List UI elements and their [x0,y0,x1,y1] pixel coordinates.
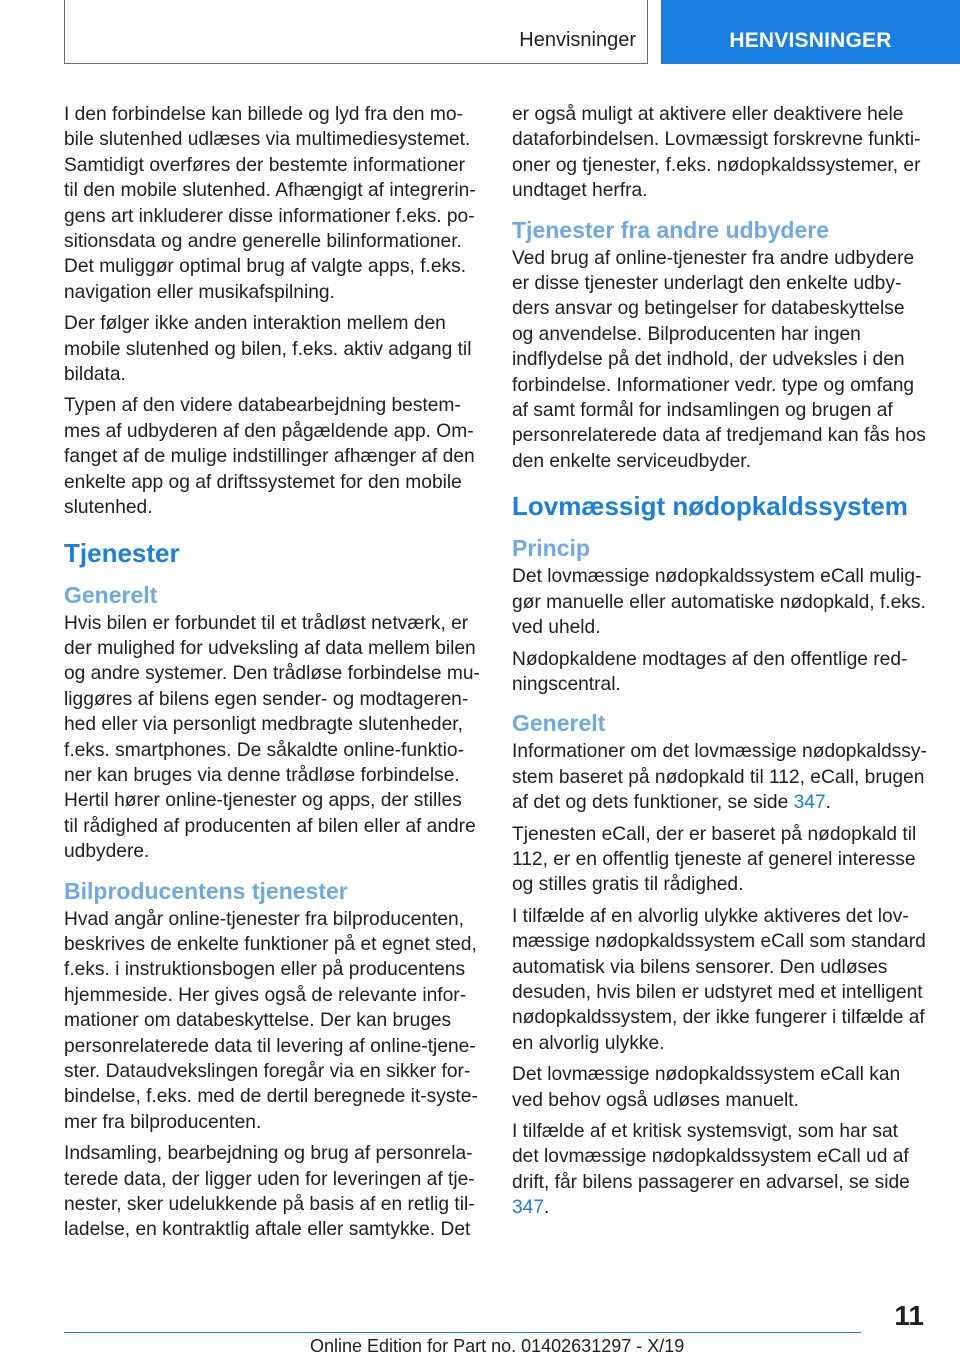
paragraph: Det lovmæssige nødopkaldssystem eCall kan ved behov også udløses manuelt. [512,1064,901,1111]
paragraph-text: . [544,1197,550,1219]
page-link-347[interactable]: 347 [793,792,826,814]
paragraph: Hvis bilen er forbundet til et trådløst netværk, er der mulighed for udveksling af data mellem bilen og andre systemer. Den trådløse forbindelse muliggøres af bilens egen sender- og modtagerenhed eller via personligt medbragte slutenheder, f.eks. smartphones. De såkaldte online-funktioner kan bruges via denne trådløse forbindelse. Hertil hører online-tjenester og apps, der stilles til rådighed af producenten af bilen eller af andre udbydere. [64,612,480,863]
paragraph: Nødopkaldene modtages af den offentlige redningscentral. [512,648,908,695]
chapter-tab[interactable]: HENVISNINGER [661,0,960,64]
page-number: 11 [894,1300,924,1331]
left-column [64,102,480,1249]
paragraph-text: Informationer om det lovmæssige nødopkaldssystem baseret på nødopkald til 112, eCall, brugen af det og dets funktioner, se side [512,741,927,814]
paragraph: Der følger ikke anden interaktion mellem den mobile slutenhed og bilen, f.eks. aktiv adgang til bildata. [64,313,472,386]
section-title: Henvisninger [519,29,636,51]
paragraph-text: . [825,792,831,814]
paragraph-text: I tilfælde af et kritisk systemsvigt, som har sat det lovmæssige nødopkaldssystem eCall ud af drift, får bilens passagerer en advarsel, se side [512,1121,910,1193]
heading-lovmaessigt-nodopkaldssystem: Lovmæssigt nødopkaldssystem [512,491,908,522]
subheading-tjenester-fra-andre-udbydere: Tjenester fra andre udbydere [512,216,829,243]
subheading-princip: Princip [512,535,590,562]
subheading-generelt-2: Generelt [512,710,606,737]
subheading-generelt: Generelt [64,581,158,608]
subheading-bilproducentens-tjenester: Bilproducentens tjenester [64,877,348,904]
right-column [512,102,928,1227]
page-link-347[interactable]: 347 [512,1197,545,1219]
paragraph: I den forbindelse kan billede og lyd fra den mobile slutenhed udlæses via multimediesystemet. Samtidigt overføres der bestemte informationer til den mobile slutenhed. Afhængigt af integreringens art inkluderer disse informationer f.eks. positionsdata og andre generelle bilinformationer. Det muliggør optimal brug af valgte apps, f.eks. navigation eller musikafspilning. [64,104,476,303]
paragraph [512,1119,928,1221]
paragraph: Tjenesten eCall, der er baseret på nødopkald til 112, er en offentlig tjeneste af generel interesse og stilles gratis til rådighed. [512,823,917,896]
footer-divider [64,1332,861,1333]
paragraph: I tilfælde af en alvorlig ulykke aktiveres det lovmæssige nødopkaldssystem eCall som standard automatisk via bilens sensorer. Den udløses desuden, hvis bilen er udstyret med et intelligent nødopkaldssystem, der ikke fungerer i tilfælde af en alvorlig ulykke. [512,905,926,1054]
paragraph: Ved brug af online-tjenester fra andre udbydere er disse tjenester underlagt den enkelte udbyders ansvar og betingelser for databeskyttelse og anvendelse. Bilproducenten har ingen indflydelse på det indhold, der udveksles i den forbindelse. Informationer vedr. type og omfang af samt formål for indsamlingen og brugen af personrelaterede data af tredjemand kan fås hos den enkelte serviceudbyder. [512,247,926,472]
heading-tjenester: Tjenester [64,537,180,568]
footer-edition: Online Edition for Part no. 01402631297 - X/19 [310,1336,685,1356]
paragraph [512,739,928,815]
paragraph: er også muligt at aktivere eller deaktivere hele dataforbindelsen. Lovmæssigt forskrevne funktioner og tjenester, f.eks. nødopkaldssystemer, er undtaget herfra. [512,104,921,202]
paragraph: Det lovmæssige nødopkaldssystem eCall muliggør manuelle eller automatiske nødopkald, f.eks. ved uheld. [512,566,926,639]
paragraph: Indsamling, bearbejdning og brug af personrelaterede data, der ligger uden for leveringen af tjenester, sker udelukkende på basis af en retlig tilladelse, en kontraktlig aftale eller samtykke. Det [64,1143,475,1241]
paragraph: Typen af den videre databearbejdning bestemmes af udbyderen af den pågældende app. Omfanget af de mulige indstillinger afhænger af den enkelte app og af driftssystemet for den mobile slutenhed. [64,395,475,519]
paragraph: Hvad angår online-tjenester fra bilproducenten, beskrives de enkelte funktioner på et egnet sted, f.eks. i instruktionsbogen eller på producentens hjemmeside. Her gives også de relevante informationer om databeskyttelse. Der kan bruges personrelaterede data til levering af online-tjenester. Dataudvekslingen foregår via en sikker forbindelse, f.eks. med de dertil beregnede it-systemer fra bilproducenten. [64,908,478,1133]
